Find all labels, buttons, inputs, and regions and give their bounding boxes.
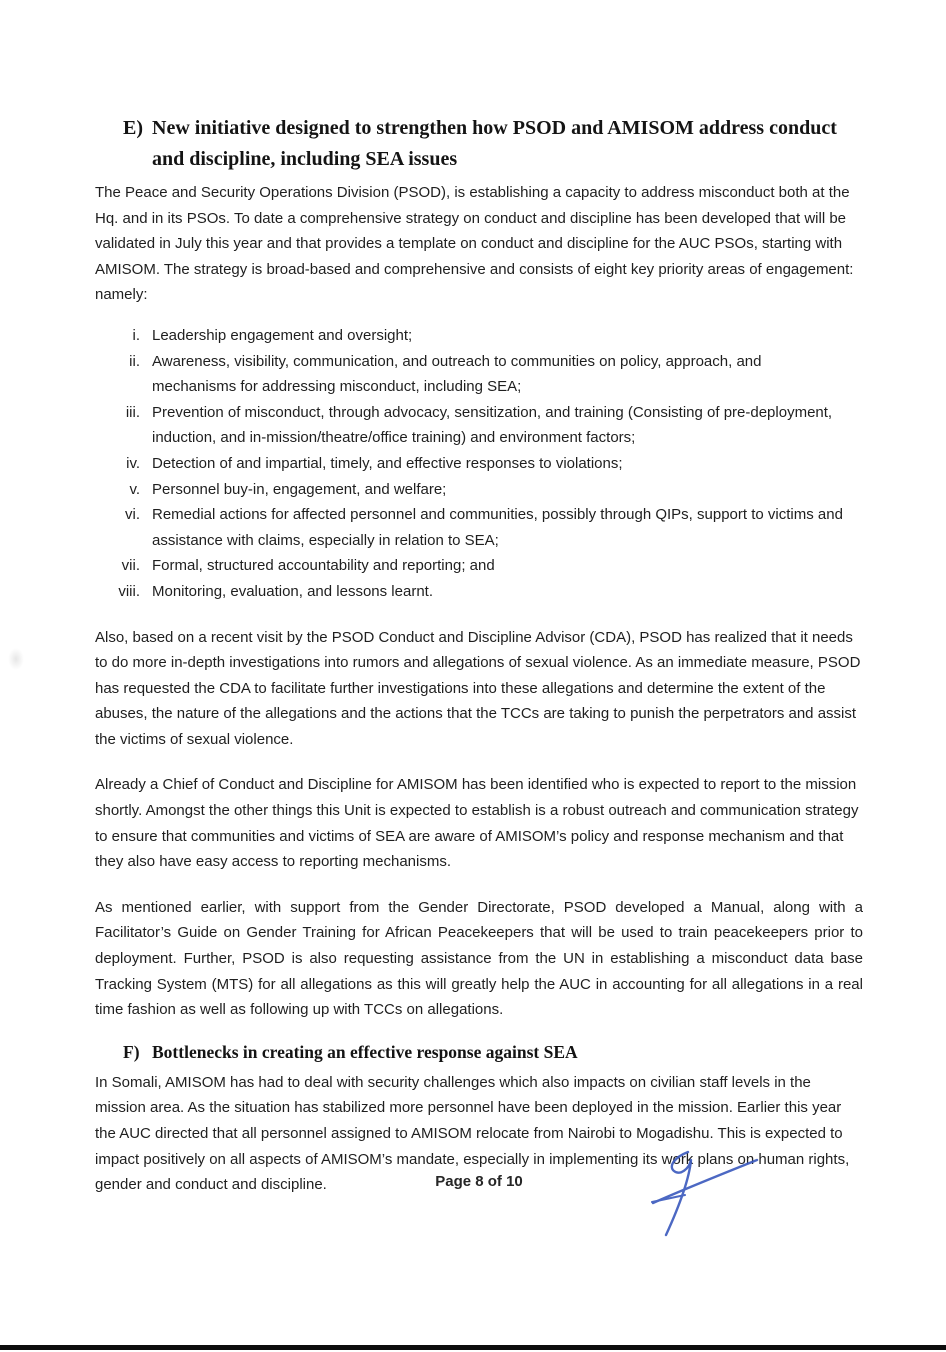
document-content (95, 0, 863, 1198)
signature-stroke-loop-descender (666, 1152, 691, 1235)
list-item-text: Monitoring, evaluation, and lessons learnt. (152, 582, 434, 600)
list-item-marker: vii. (121, 557, 140, 575)
list-item-text: Awareness, visibility, communication, and outreach to communities on policy, approach, and mechanisms for addressing misconduct, including SEA; (152, 352, 762, 396)
list-item-marker: i. (132, 326, 140, 344)
section-f-heading (95, 1040, 863, 1065)
list-item (95, 323, 863, 349)
section-f-marker: F) (123, 1041, 140, 1062)
list-item-text: Remedial actions for affected personnel and communities, possibly through QIPs, support to victims and assistance with claims, especially in relation to SEA; (152, 506, 843, 549)
section-e-intro-paragraph: The Peace and Security Operations Division (PSOD), is establishing a capacity to address misconduct both at the Hq. and in its PSOs. To date a comprehensive strategy on conduct and discipline has been developed that will be validated in July this year and that provides a template on conduct and discipline for the AUC PSOs, starting with AMISOM. The strategy is broad-based and comprehensive and consists of eight key priority areas of engagement: namely: (95, 184, 854, 304)
section-e-title: New initiative designed to strengthen how PSOD and AMISOM address conduct and discipline, including SEA issues (152, 117, 837, 170)
list-item-marker: viii. (118, 582, 140, 600)
list-item-text: Personnel buy-in, engagement, and welfare; (152, 480, 447, 498)
list-item (95, 451, 863, 477)
list-item-marker: iii. (125, 403, 140, 421)
section-e-heading (95, 113, 863, 175)
list-item (95, 477, 863, 503)
list-item-marker: iv. (126, 454, 140, 472)
list-item-marker: v. (129, 480, 140, 498)
paragraph-gender-manual: As mentioned earlier, with support from the Gender Directorate, PSOD developed a Manual, along with a Facilitator’s Guide on Gender Training for African Peacekeepers that will be used to train peacekeepers prior to deployment. Further, PSOD is also requesting assistance from the UN in establishing a misconduct data base Tracking System (MTS) for all allegations as this will greatly help the AUC in accounting for all allegations in a real time fashion as well as following up with TCCs on allegations. (95, 898, 863, 1019)
list-item (95, 502, 863, 553)
scan-smudge-artifact (8, 648, 24, 670)
roman-numeral-list (95, 323, 863, 605)
list-item-text: Formal, structured accountability and reporting; and (152, 557, 495, 575)
list-item-marker: vi. (125, 506, 140, 524)
paragraph-chief-of-conduct: Already a Chief of Conduct and Discipline for AMISOM has been identified who is expected to report to the mission shortly. Amongst the other things this Unit is expected to establish is a robust outreach and communication strategy to ensure that communities and victims of SEA are aware of AMISOM’s policy and response mechanism and that they also have easy access to reporting mechanisms. (95, 776, 859, 871)
list-item-text: Detection of and impartial, timely, and effective responses to violations; (152, 454, 623, 472)
handwritten-signature-icon (622, 1138, 792, 1268)
list-item (95, 400, 863, 451)
list-item (95, 579, 863, 605)
list-item (95, 553, 863, 579)
section-f-paragraph: In Somali, AMISOM has had to deal with security challenges which also impacts on civilian staff levels in the mission area. As the situation has stabilized more personnel have been deployed in the mission. Earlier this year the AUC directed that all personnel assigned to AMISOM relocate from Nairobi to Mogadishu. This is expected to impact positively on all aspects of AMISOM’s mandate, especially in implementing its work plans on human rights, gender and conduct and discipline. (95, 1073, 850, 1194)
scan-edge-artifact (0, 1345, 946, 1350)
paragraph-cda-visit: Also, based on a recent visit by the PSOD Conduct and Discipline Advisor (CDA), PSOD has realized that it needs to do more in-depth investigations into rumors and allegations of sexual violence. As an immediate measure, PSOD has requested the CDA to facilitate further investigations into these allegations and determine the extent of the abuses, the nature of the allegations and the actions that the TCCs are taking to punish the perpetrators and assist the victims of sexual violence. (95, 628, 861, 748)
section-e-marker: E) (123, 117, 143, 139)
list-item-text: Prevention of misconduct, through advocacy, sensitization, and training (Consisting of pre-deployment, induction, and in-mission/theatre/office training) and environment factors; (152, 403, 833, 447)
section-e (95, 113, 863, 1023)
list-item-text: Leadership engagement and oversight; (152, 326, 413, 344)
list-item (95, 349, 863, 400)
section-f-title: Bottlenecks in creating an effective response against SEA (152, 1041, 578, 1062)
list-item-marker: ii. (129, 352, 140, 370)
signature-stroke-long-slash (653, 1160, 757, 1203)
page-number-label: Page 8 of 10 (435, 1173, 523, 1190)
